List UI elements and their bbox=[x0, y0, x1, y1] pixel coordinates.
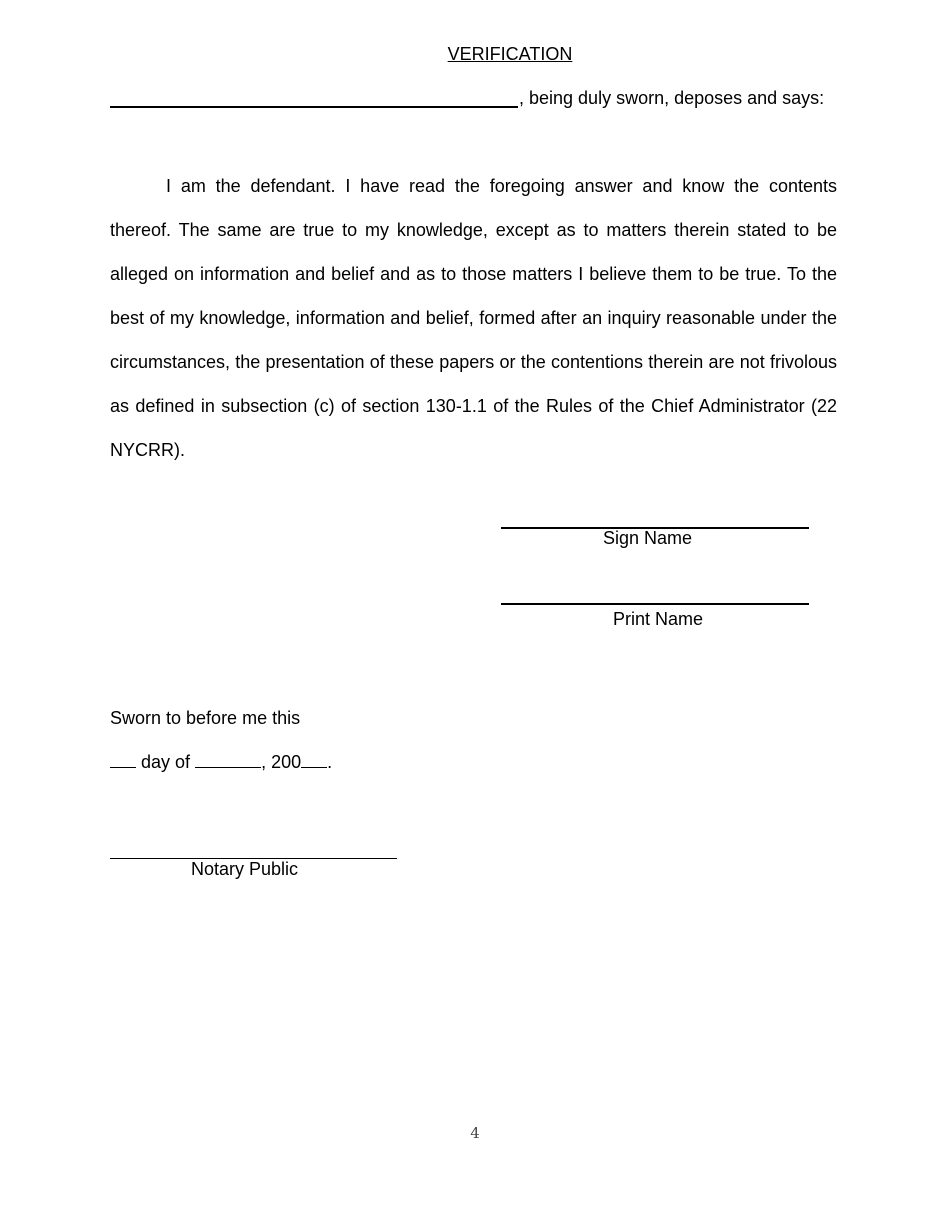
print-name-label: Print Name bbox=[613, 609, 704, 629]
deponent-statement: , being duly sworn, deposes and says: bbox=[519, 88, 825, 108]
sign-name-label: Sign Name bbox=[603, 528, 693, 548]
verification-paragraph: I am the defendant. I have read the foregoing answer and know the contents thereof. The same are true to my knowledge, except as to matters therein stated to be alleged on information and belief and as to those matters I believe them to be true. To the best of my knowledge, information and belief, formed after an inquiry reasonable under the circumstances, the presentation of these papers or the contentions therein are not frivolous as defined in subsection (c) of section 130-1.1 of the Rules of the Chief Administrator (22 NYCRR). bbox=[110, 176, 837, 460]
year-prefix: , 200 bbox=[261, 752, 302, 772]
print-name-line[interactable] bbox=[501, 603, 809, 605]
deponent-name-blank[interactable] bbox=[110, 106, 518, 108]
deponent-line bbox=[110, 87, 837, 111]
month-blank[interactable] bbox=[195, 751, 261, 768]
day-of-label: day of bbox=[141, 752, 191, 772]
day-blank[interactable] bbox=[110, 751, 136, 768]
year-suffix: . bbox=[327, 752, 333, 772]
year-blank[interactable] bbox=[301, 751, 327, 768]
document-title: VERIFICATION bbox=[447, 44, 573, 64]
date-line bbox=[110, 751, 332, 773]
sworn-statement: Sworn to before me this bbox=[110, 708, 301, 728]
page-number: 4 bbox=[470, 1124, 480, 1142]
notary-public-label: Notary Public bbox=[191, 859, 299, 879]
